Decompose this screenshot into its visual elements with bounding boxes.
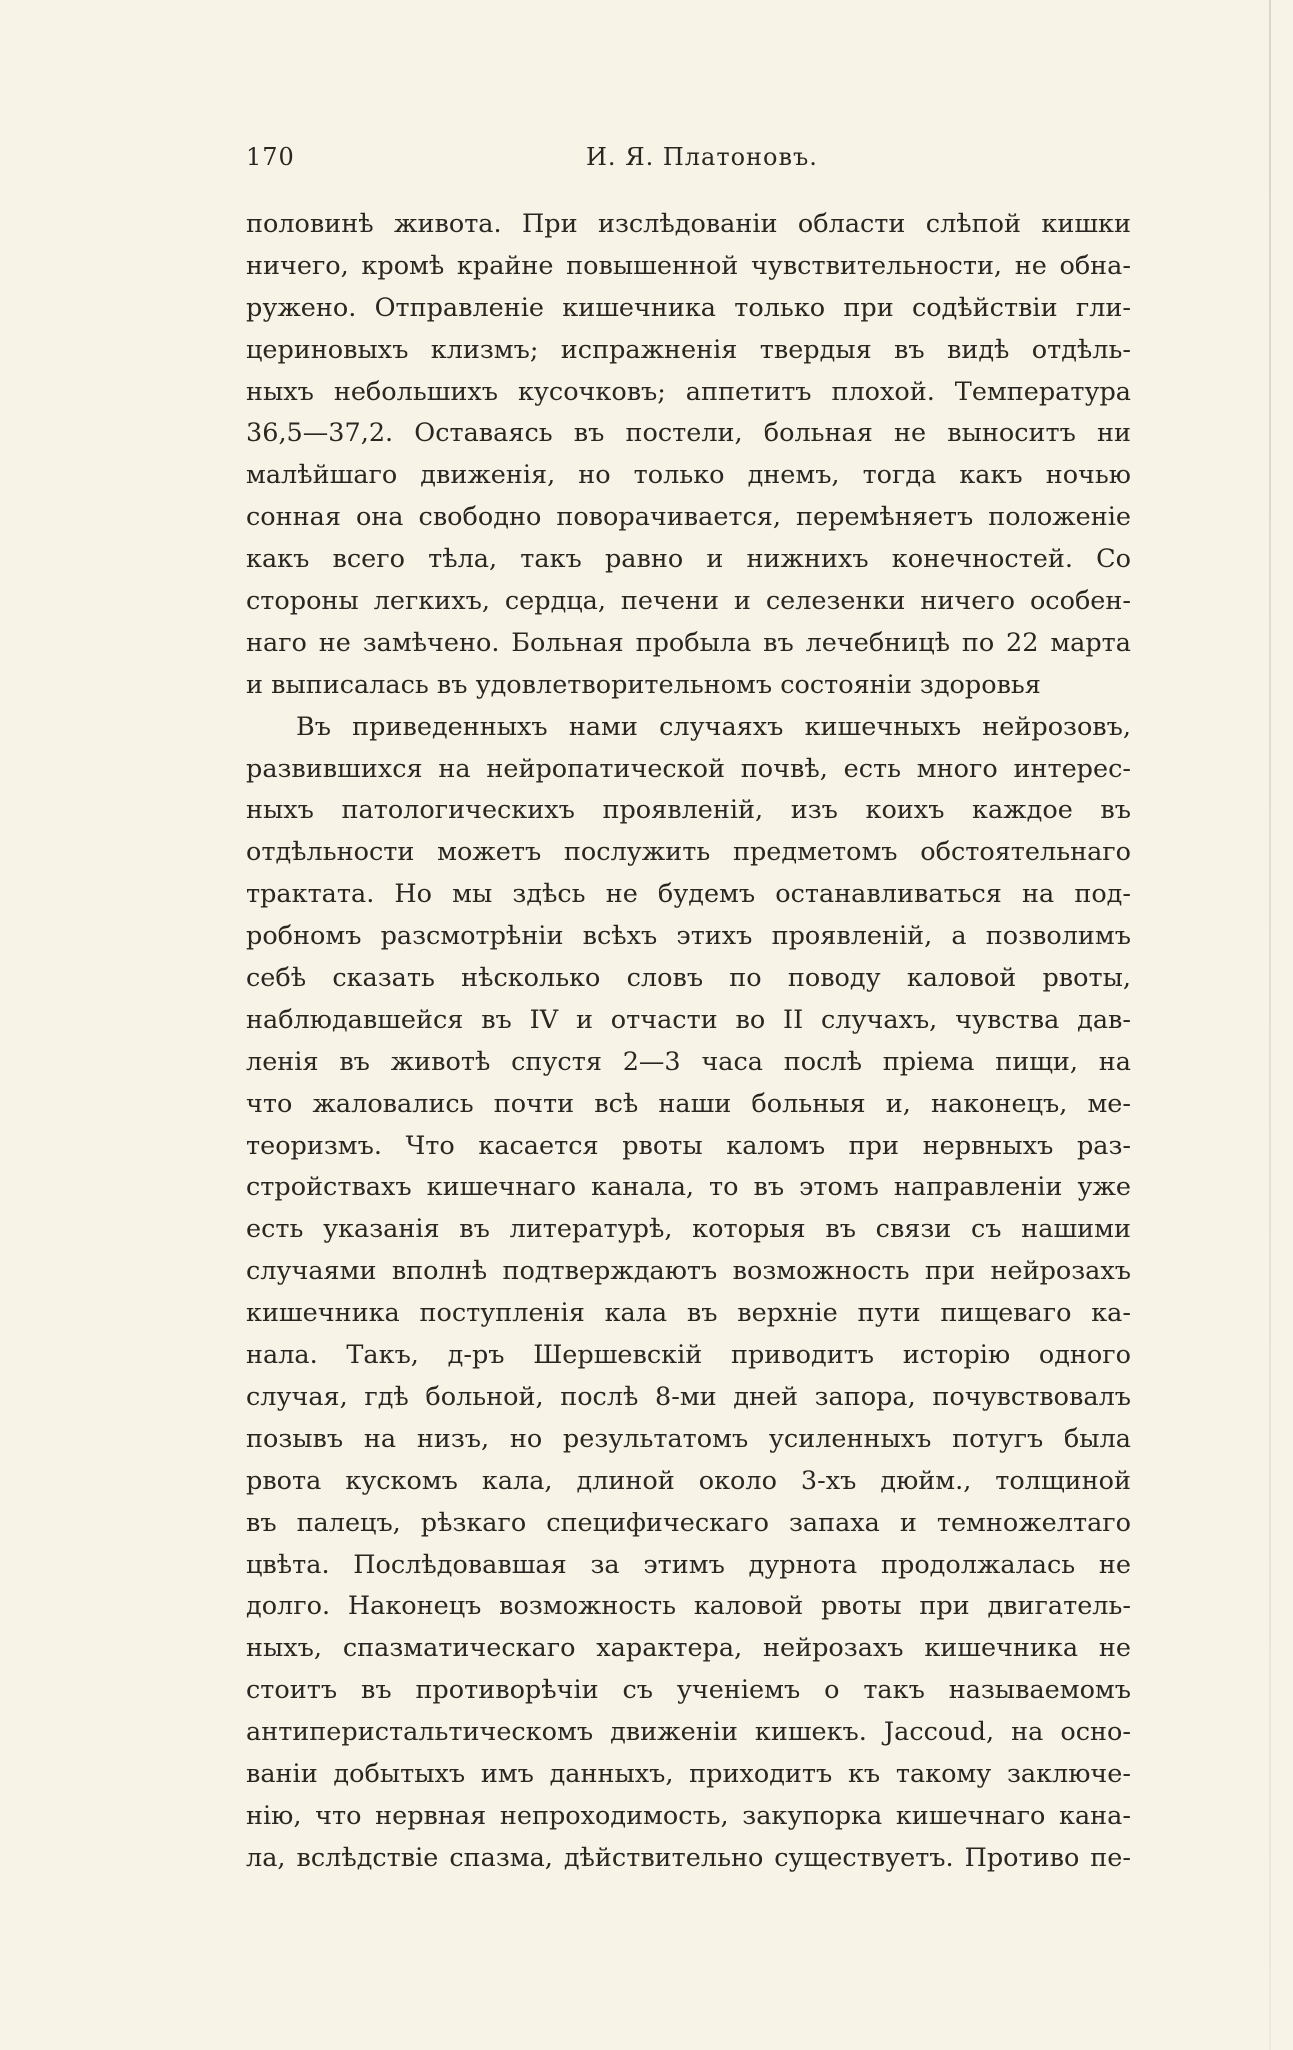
body-text xyxy=(246,204,1131,1880)
text-line: ленія въ животѣ спустя 2—3 часа послѣ пріема пищи, на xyxy=(246,1046,1131,1077)
text-line: ныхъ, спазматическаго характера, нейрозахъ кишечника не xyxy=(246,1633,1131,1664)
page-edge-shadow xyxy=(1269,0,1271,2050)
page-number: 170 xyxy=(246,143,295,171)
text-line: что жаловались почти всѣ наши больныя и, наконецъ, ме- xyxy=(246,1088,1131,1119)
page-header xyxy=(246,143,1131,183)
running-head: И. Я. Платоновъ. xyxy=(586,143,818,171)
text-line: стороны легкихъ, сердца, печени и селезенки ничего особен- xyxy=(246,586,1131,617)
text-line: кишечника поступленія кала въ верхніе пути пищеваго ка- xyxy=(246,1298,1131,1329)
text-line: сонная она свободно поворачивается, перемѣняетъ положеніе xyxy=(246,502,1131,533)
text-line: и выписалась въ удовлетворительномъ состояніи здоровья xyxy=(246,669,1041,700)
text-line: антиперистальтическомъ движеніи кишекъ. Jaccoud, на осно- xyxy=(246,1717,1131,1748)
text-line: долго. Наконецъ возможность каловой рвоты при двигатель- xyxy=(246,1591,1131,1622)
text-line: есть указанія въ литературѣ, которыя въ связи съ нашими xyxy=(246,1214,1131,1245)
text-line: малѣйшаго движенія, но только днемъ, тогда какъ ночью xyxy=(246,460,1131,491)
text-line: ныхъ патологическихъ проявленій, изъ коихъ каждое въ xyxy=(246,795,1131,826)
text-line: случаями вполнѣ подтверждаютъ возможность при нейрозахъ xyxy=(246,1256,1131,1287)
text-line: ничего, кромѣ крайне повышенной чувствительности, не обна- xyxy=(246,250,1131,281)
text-line: Въ приведенныхъ нами случаяхъ кишечныхъ нейрозовъ, xyxy=(296,711,1131,742)
text-line: позывъ на низъ, но результатомъ усиленныхъ потугъ была xyxy=(246,1423,1131,1454)
text-line: случая, гдѣ больной, послѣ 8-ми дней запора, почувствовалъ xyxy=(246,1381,1131,1412)
text-line: стоитъ въ противорѣчіи съ ученіемъ о такъ называемомъ xyxy=(246,1675,1131,1706)
text-line: 36,5—37,2. Оставаясь въ постели, больная не выноситъ ни xyxy=(246,418,1131,449)
text-line: себѣ сказать нѣсколько словъ по поводу каловой рвоты, xyxy=(246,963,1131,994)
text-line: въ палецъ, рѣзкаго специфическаго запаха и темножелтаго xyxy=(246,1507,1131,1538)
text-line: развившихся на нейропатической почвѣ, есть много интерес- xyxy=(246,753,1131,784)
text-line: теоризмъ. Что касается рвоты каломъ при нервныхъ раз- xyxy=(246,1130,1131,1161)
text-line: отдѣльности можетъ послужить предметомъ обстоятельнаго xyxy=(246,837,1131,868)
text-line: робномъ разсмотрѣніи всѣхъ этихъ проявленій, а позволимъ xyxy=(246,921,1131,952)
text-line: половинѣ живота. При изслѣдованіи области слѣпой кишки xyxy=(246,209,1131,239)
text-line: трактата. Но мы здѣсь не будемъ останавливаться на под- xyxy=(246,879,1131,910)
text-line: цериновыхъ клизмъ; испражненія твердыя въ видѣ отдѣль- xyxy=(246,334,1131,365)
text-line: ружено. Отправленіе кишечника только при содѣйствіи гли- xyxy=(246,292,1131,323)
text-line: ваніи добытыхъ имъ данныхъ, приходитъ къ такому заключе- xyxy=(246,1758,1131,1789)
text-line: нала. Такъ, д-ръ Шершевскій приводитъ исторію одного xyxy=(246,1340,1131,1371)
text-line: цвѣта. Послѣдовавшая за этимъ дурнота продолжалась не xyxy=(246,1549,1131,1580)
text-line: нію, что нервная непроходимость, закупорка кишечнаго кана- xyxy=(246,1800,1131,1831)
text-line: ла, вслѣдствіе спазма, дѣйствительно существуетъ. Противо пе- xyxy=(246,1842,1131,1873)
text-line: рвота кускомъ кала, длиной около 3-хъ дюйм., толщиной xyxy=(246,1465,1131,1496)
text-line: стройствахъ кишечнаго канала, то въ этомъ направленіи уже xyxy=(246,1172,1131,1203)
text-line: ныхъ небольшихъ кусочковъ; аппетитъ плохой. Температура xyxy=(246,376,1131,407)
text-line: какъ всего тѣла, такъ равно и нижнихъ конечностей. Со xyxy=(246,544,1131,575)
text-line: наблюдавшейся въ IV и отчасти во II случахъ, чувства дав- xyxy=(246,1004,1131,1035)
text-line: наго не замѣчено. Больная пробыла въ лечебницѣ по 22 марта xyxy=(246,627,1131,658)
